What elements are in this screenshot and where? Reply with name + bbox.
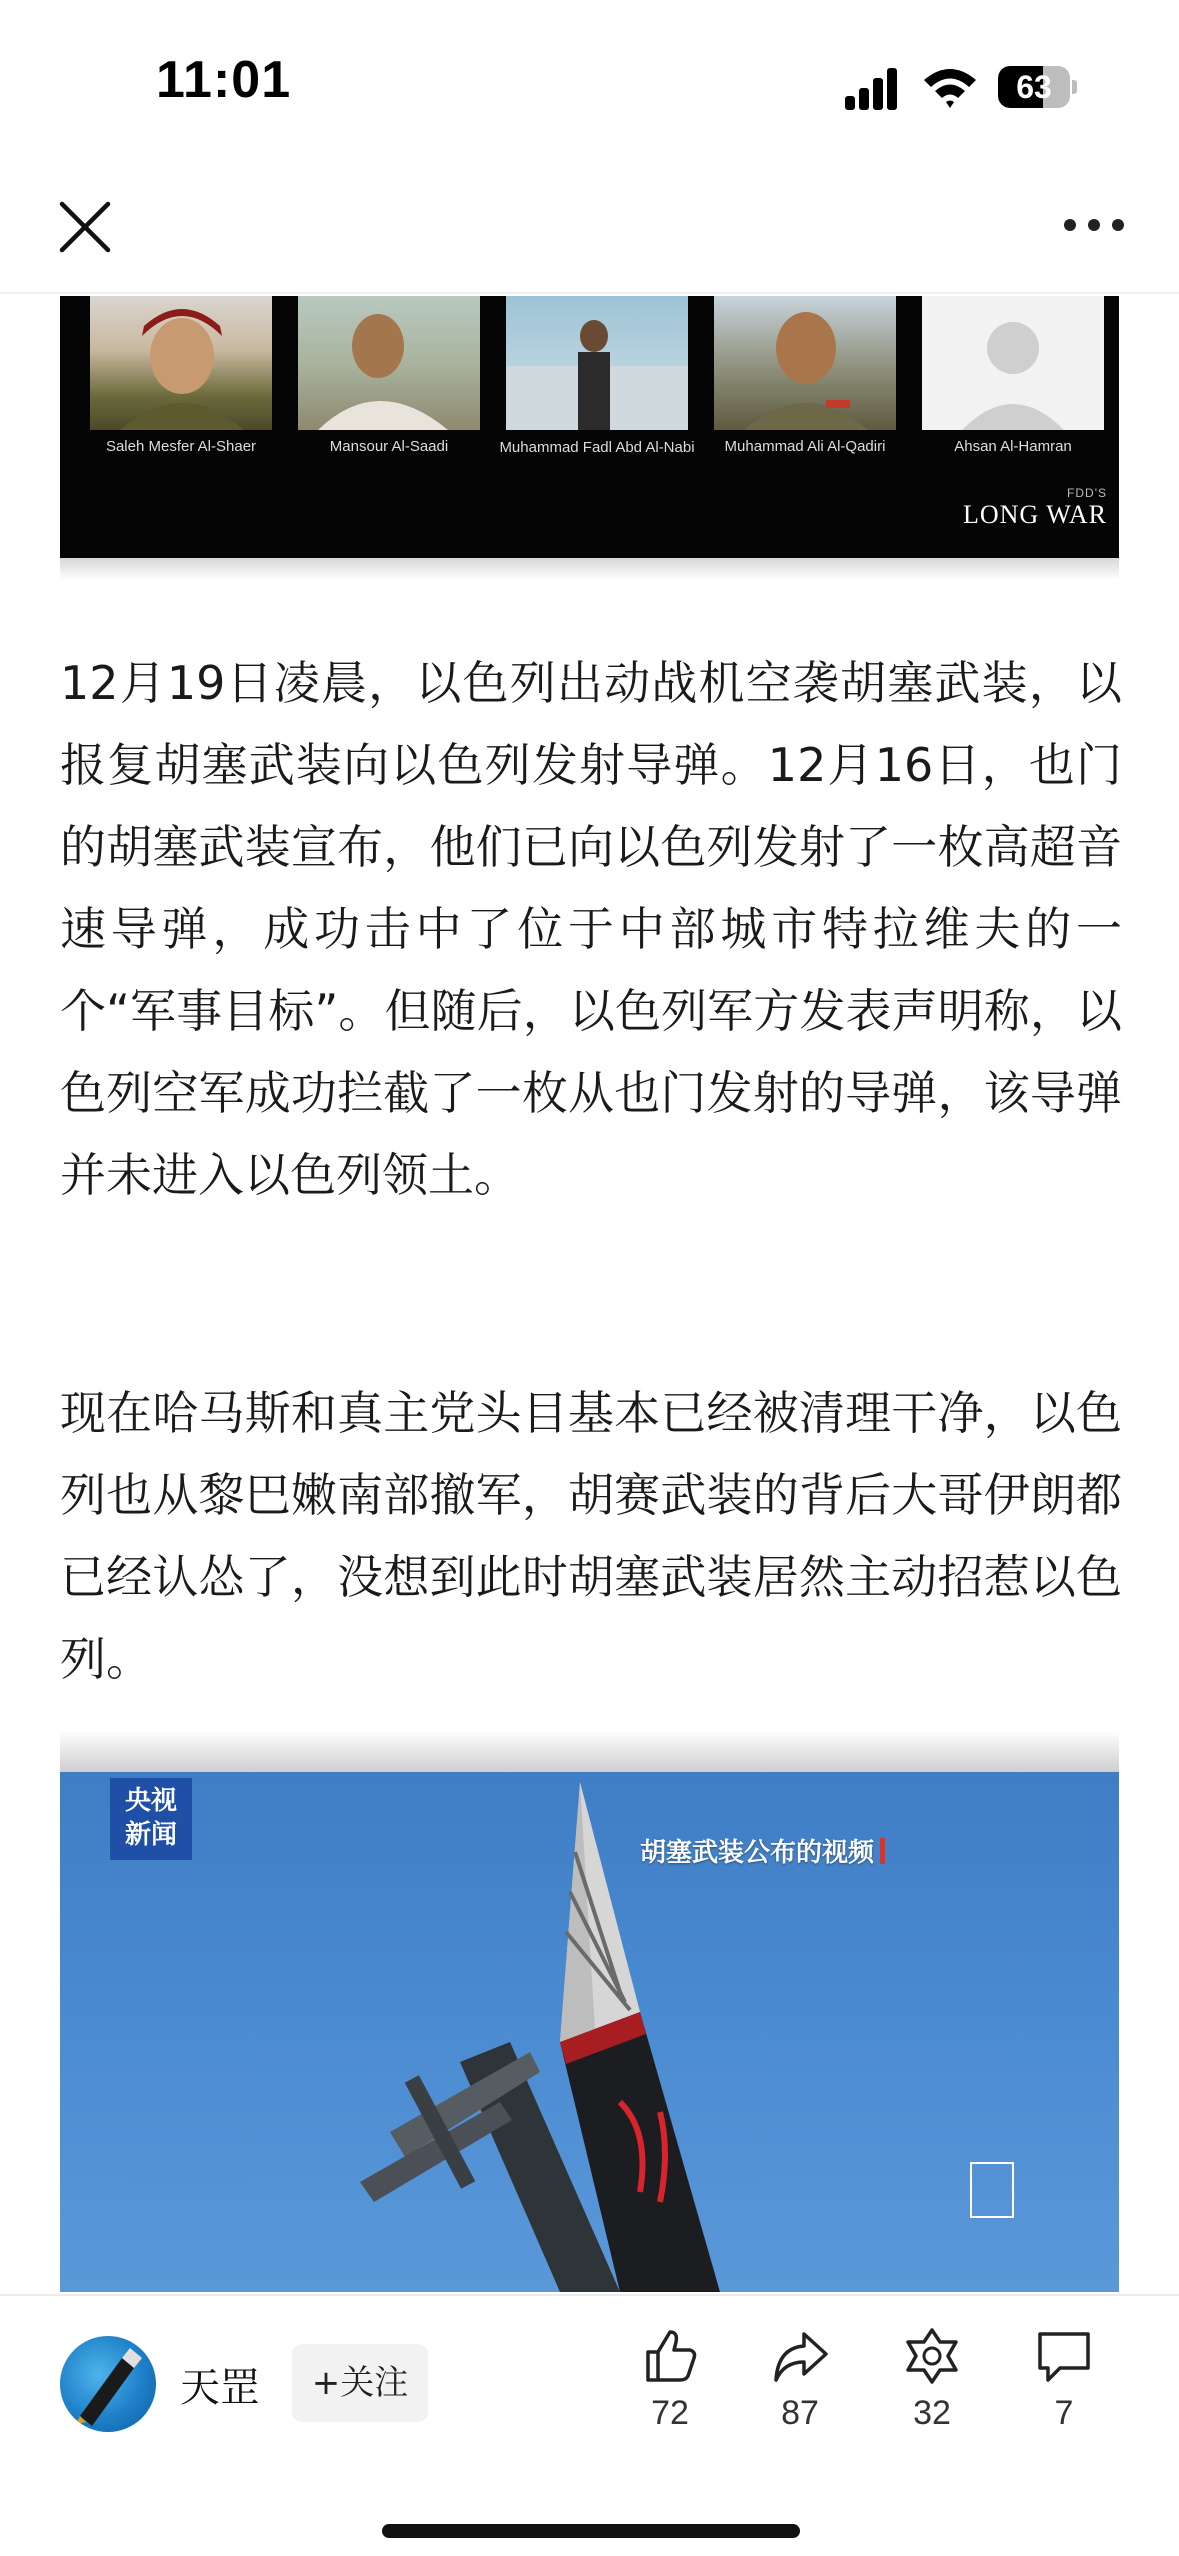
status-time: 11:01 <box>156 51 292 109</box>
comment-icon <box>1034 2326 1094 2386</box>
author-avatar[interactable] <box>60 2336 156 2432</box>
share-count: 87 <box>781 2394 819 2432</box>
portrait-1 <box>90 296 272 430</box>
wifi-icon <box>922 64 978 110</box>
collect-count: 32 <box>913 2394 951 2432</box>
author-name[interactable]: 天罡 <box>180 2365 260 2411</box>
star-collect-icon <box>902 2326 962 2386</box>
top-nav <box>0 160 1179 294</box>
pen-icon <box>60 2336 156 2432</box>
cctv-logo-line-1: 央视 <box>124 1786 177 1816</box>
article-paragraph-2: 现在哈马斯和真主党头目基本已经被清理干净，以色列也从黎巴嫩南部撤军，胡赛武装的背后大哥伊朗都已经认怂了，没想到此时胡塞武装居然主动招惹以色列。 <box>60 1386 1122 1686</box>
comment-button[interactable] <box>1014 2326 1114 2433</box>
channel-watermark-badge <box>970 2162 1014 2218</box>
portrait-name-5: Ahsan Al-Hamran <box>954 438 1072 455</box>
portrait-name-3: Muhammad Fadl Abd Al-Nabi <box>499 439 695 456</box>
portrait-4 <box>714 296 896 430</box>
more-icon[interactable] <box>1064 215 1124 235</box>
bottom-bar <box>0 2294 1179 2556</box>
like-button[interactable] <box>620 2326 720 2433</box>
close-icon[interactable] <box>56 198 114 256</box>
long-war-watermark-prefix: FDD'S <box>1067 486 1107 500</box>
portrait-3 <box>506 296 688 430</box>
like-count: 72 <box>651 2394 689 2432</box>
article-image-top[interactable] <box>60 296 1119 558</box>
video-caption-text: 胡塞武装公布的视频 <box>640 1838 875 1868</box>
battery-icon <box>998 66 1076 108</box>
thumbs-up-icon <box>640 2326 700 2386</box>
share-button[interactable] <box>750 2326 850 2433</box>
article-paragraph-1: 12月19日凌晨，以色列出动战机空袭胡塞武装，以报复胡塞武装向以色列发射导弹。12月16日，也门的胡塞武装宣布，他们已向以色列发射了一枚高超音速导弹，成功击中了位于中部城市特拉维夫的一个“军事目标”。但随后，以色列军方发表声明称，以色列空军成功拦截了一枚从也门发射的导弹，该导弹并未进入以色列领土。 <box>60 656 1122 1202</box>
home-indicator[interactable] <box>382 2524 800 2538</box>
comment-count: 7 <box>1054 2394 1074 2432</box>
long-war-watermark-text: LONG WAR <box>962 500 1107 529</box>
share-icon <box>770 2326 830 2386</box>
long-war-watermark <box>963 486 1107 530</box>
follow-button[interactable]: +关注 <box>292 2344 428 2422</box>
image-top-shadow <box>60 558 1119 580</box>
cctv-news-logo <box>110 1778 192 1860</box>
portrait-name-2: Mansour Al-Saadi <box>329 438 449 455</box>
image-bottom-shadow <box>60 1730 1119 1772</box>
caption-accent-bar <box>880 1838 885 1864</box>
portrait-5-placeholder <box>922 296 1104 430</box>
missile-illustration <box>60 1772 1119 2292</box>
battery-level: 63 <box>1016 69 1052 105</box>
portrait-name-1: Saleh Mesfer Al-Shaer <box>105 438 257 455</box>
portrait-name-4: Muhammad Ali Al-Qadiri <box>724 438 886 455</box>
article-image-bottom[interactable] <box>60 1772 1119 2292</box>
status-bar <box>0 0 1179 160</box>
collect-button[interactable] <box>882 2326 982 2433</box>
signal-icon <box>845 68 907 110</box>
video-caption <box>640 1832 885 1869</box>
portrait-2 <box>298 296 480 430</box>
cctv-logo-line-2: 新闻 <box>124 1820 177 1850</box>
